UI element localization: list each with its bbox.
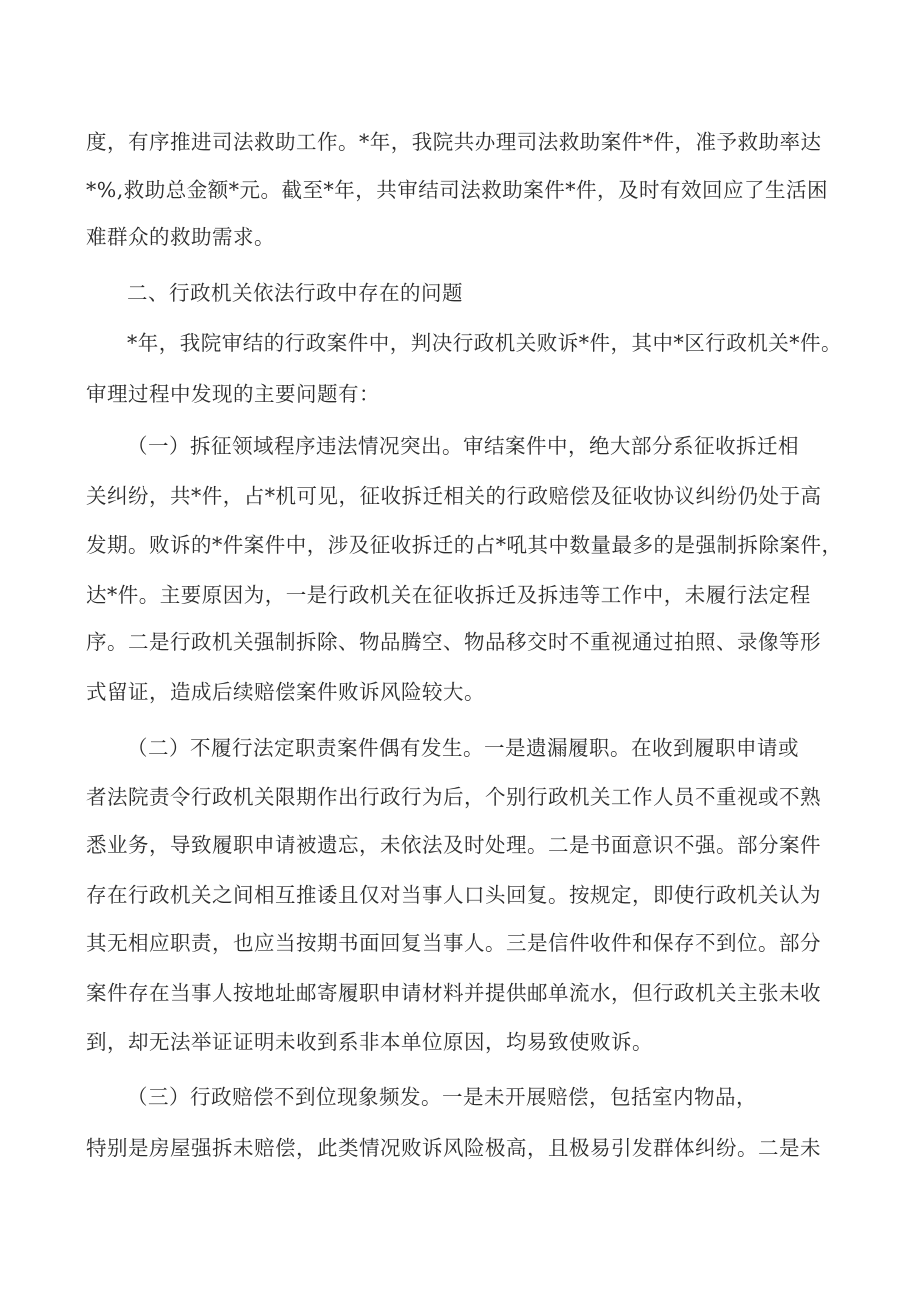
text-line: 存在行政机关之间相互推诿且仅对当事人口头回复。按规定，即使行政机关认为 [86, 883, 821, 907]
text-line: 式留证，造成后续赔偿案件败诉风险较大。 [86, 680, 485, 704]
text-line: 者法院责令行政机关限期作出行政行为后，个别行政机关工作人员不重视或不熟 [86, 785, 821, 809]
text-line: 审理过程中发现的主要问题有： [86, 382, 380, 406]
text-line: *%,救助总金额*元。截至*年，共审结司法救助案件*件，及时有效回应了生活困 [86, 178, 828, 202]
text-line: 其无相应职责，也应当按期书面回复当事人。三是信件收件和保存不到位。部分 [86, 931, 821, 955]
text-line: （三）行政赔偿不到位现象频发。一是未开展赔偿，包括室内物品， [127, 1085, 757, 1109]
text-line: 度，有序推进司法救助工作。*年，我院共办理司法救助案件*件，准予救助率达 [86, 130, 822, 154]
text-line: 难群众的救助需求。 [86, 225, 275, 249]
text-line: 案件存在当事人按地址邮寄履职申请材料并提供邮单流水，但行政机关主张未收 [86, 981, 821, 1005]
text-line: （二）不履行法定职责案件偶有发生。一是遗漏履职。在收到履职申请或 [127, 736, 799, 760]
text-line: *年，我院审结的行政案件中，判决行政机关败诉*件，其中*区行政机关*件。 [127, 331, 842, 355]
text-line: 到，却无法举证证明未收到系非本单位原因，均易致使败诉。 [86, 1030, 653, 1054]
text-line: 达*件。主要原因为，一是行政机关在征收拆迁及拆违等工作中，未履行法定程 [86, 583, 811, 607]
text-line: 悉业务，导致履职申请被遗忘，未依法及时处理。二是书面意识不强。部分案件 [86, 833, 821, 857]
text-line: 序。二是行政机关强制拆除、物品腾空、物品移交时不重视通过拍照、录像等形 [86, 630, 821, 654]
section-heading: 二、行政机关依法行政中存在的问题 [127, 281, 463, 305]
text-line: （一）拆征领域程序违法情况突出。审结案件中，绝大部分系征收拆迁相 [127, 434, 799, 458]
text-line: 特别是房屋强拆未赔偿，此类情况败诉风险极高，且极易引发群体纠纷。二是未 [86, 1136, 821, 1160]
text-line: 发期。败诉的*件案件中，涉及征收拆迁的占*吼其中数量最多的是强制拆除案件， [86, 533, 843, 557]
text-line: 关纠纷，共*件，占*机可见，征收拆迁相关的行政赔偿及征收协议纠纷仍处于高 [86, 484, 822, 508]
